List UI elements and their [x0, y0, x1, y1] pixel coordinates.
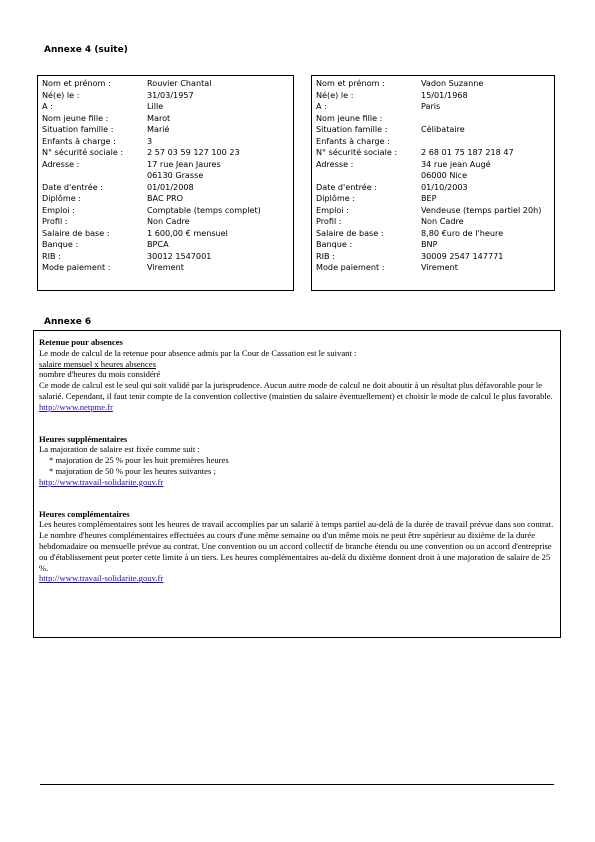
- field-row: [316, 136, 550, 148]
- field-label: Salaire de base :: [316, 227, 384, 238]
- field-label: A :: [42, 101, 53, 111]
- field-value: 2 57 03 59 127 100 23: [147, 147, 240, 157]
- field-label: Diplôme :: [42, 193, 81, 203]
- field-label: Nom et prénom :: [42, 78, 111, 88]
- absences-intro: Le mode de calcul de la retenue pour absence admis par la Cour de Cassation est le suivant :: [39, 347, 357, 358]
- field-value: 06000 Nice: [421, 170, 468, 180]
- field-value: 01/10/2003: [421, 181, 468, 192]
- absences-title: Retenue pour absences: [39, 337, 123, 347]
- absences-link[interactable]: http://www.netpme.fr: [39, 401, 113, 412]
- field-value: 31/03/1957: [147, 89, 194, 100]
- field-value: Non Cadre: [147, 216, 190, 226]
- field-row: [316, 205, 550, 217]
- field-label: Emploi :: [42, 204, 75, 215]
- field-value: Célibataire: [421, 124, 465, 134]
- field-label: Nom jeune fille :: [316, 112, 383, 123]
- employee-card-2: [311, 75, 555, 291]
- field-label: Enfants à charge :: [42, 135, 116, 146]
- field-label: Date d'entrée :: [316, 181, 377, 192]
- field-value: BNP: [421, 239, 438, 249]
- field-value: Paris: [421, 101, 441, 111]
- field-label: Emploi :: [316, 204, 349, 215]
- field-label: N° sécurité sociale :: [316, 147, 398, 157]
- field-row: [316, 159, 550, 171]
- field-row: [42, 113, 289, 125]
- field-label: Né(e) le :: [316, 89, 354, 100]
- field-row: [316, 182, 550, 194]
- field-label: Profil :: [42, 216, 68, 226]
- field-row: [42, 147, 289, 159]
- field-value: 2 68 01 75 187 218 47: [421, 147, 514, 157]
- field-row: [316, 78, 550, 90]
- annexe6-title: Annexe 6: [44, 317, 92, 327]
- field-row: [42, 170, 289, 182]
- field-row: [42, 193, 289, 205]
- field-value: BPCA: [147, 239, 169, 249]
- field-label: Mode paiement :: [316, 262, 385, 272]
- field-label: Date d'entrée :: [42, 181, 103, 192]
- field-row: [42, 216, 289, 228]
- field-value: Vendeuse (temps partiel 20h): [421, 204, 542, 215]
- field-label: Situation famille :: [42, 124, 114, 134]
- supplementaires-bullet-2: * majoration de 50 % pour les heures suivantes ;: [49, 465, 216, 476]
- field-label: Adresse :: [316, 158, 354, 169]
- field-row: [42, 136, 289, 148]
- field-row: [316, 113, 550, 125]
- field-value: 34 rue jean Augé: [421, 158, 491, 169]
- supplementaires-link[interactable]: http://www.travail-solidarite.gouv.fr: [39, 476, 164, 487]
- absences-body: Ce mode de calcul est le seul qui soit validé par la jurisprudence. Aucun autre mode de calcul ne doit aboutir à un résultat plus défavorable pour le salarié. Cependant, il faut tenir compte de la convention collective (maintien du salaire éventuellement) et choisir le mode de calcul le plus favorable.: [39, 380, 553, 401]
- field-value: 3: [147, 135, 153, 146]
- field-value: BAC PRO: [147, 193, 184, 203]
- field-row: [42, 124, 289, 136]
- field-value: Vadon Suzanne: [421, 78, 484, 88]
- supplementaires-bullet-1: * majoration de 25 % pour les huit premières heures: [49, 455, 229, 466]
- absences-formula-numerator: salaire mensuel x heures absences: [39, 358, 156, 369]
- field-row: [42, 182, 289, 194]
- employee-card-1-fields: [42, 78, 289, 274]
- field-value: BEP: [421, 193, 437, 203]
- field-row: [42, 228, 289, 240]
- field-label: Salaire de base :: [42, 227, 110, 238]
- employee-card-2-fields: [316, 78, 550, 274]
- field-row: [316, 101, 550, 113]
- field-row: [42, 205, 289, 217]
- field-label: Banque :: [42, 239, 79, 249]
- field-label: Profil :: [316, 216, 342, 226]
- field-label: Banque :: [316, 239, 353, 249]
- annexe4-title: Annexe 4 (suite): [44, 45, 128, 55]
- field-value: Rouvier Chantal: [147, 78, 212, 88]
- field-value: Virement: [421, 262, 458, 272]
- field-value: 30009 2547 147771: [421, 250, 504, 261]
- field-value: Virement: [147, 262, 184, 272]
- field-row: [316, 90, 550, 102]
- field-label: [316, 170, 421, 182]
- field-row: [42, 251, 289, 263]
- field-row: [42, 78, 289, 90]
- complementaires-link[interactable]: http://www.travail-solidarite.gouv.fr: [39, 573, 164, 584]
- field-label: Situation famille :: [316, 124, 388, 134]
- field-row: [316, 170, 550, 182]
- employee-card-1: [37, 75, 294, 291]
- field-label: Nom jeune fille :: [42, 112, 109, 123]
- field-value: 15/01/1968: [421, 89, 468, 100]
- field-value: [421, 113, 550, 125]
- field-value: Marié: [147, 124, 170, 134]
- field-label: Mode paiement :: [42, 262, 111, 272]
- field-row: [316, 216, 550, 228]
- field-label: [42, 170, 147, 182]
- field-value: Non Cadre: [421, 216, 464, 226]
- footer-divider: [40, 784, 554, 785]
- field-row: [42, 239, 289, 251]
- field-label: RIB :: [42, 250, 61, 261]
- field-row: [42, 262, 289, 274]
- field-value: Comptable (temps complet): [147, 204, 261, 215]
- field-label: Nom et prénom :: [316, 78, 385, 88]
- field-row: [42, 90, 289, 102]
- field-row: [316, 193, 550, 205]
- field-value: 30012 1547001: [147, 250, 212, 261]
- annexe6-box: [33, 330, 561, 638]
- field-label: N° sécurité sociale :: [42, 147, 124, 157]
- field-row: [316, 228, 550, 240]
- supplementaires-title: Heures supplémentaires: [39, 433, 128, 444]
- field-value: 1 600,00 € mensuel: [147, 227, 228, 238]
- field-label: Adresse :: [42, 158, 80, 169]
- field-value: 8,80 €uro de l'heure: [421, 227, 504, 238]
- field-label: Enfants à charge :: [316, 135, 390, 146]
- field-row: [316, 251, 550, 263]
- field-row: [42, 101, 289, 113]
- complementaires-para2: Le nombre d'heures complémentaires effectuées au cours d'une même semaine ou d'un même mois ne peut être supérieur au dixième de la durée hebdomadaire ou mensuelle prévue au contrat. Une convention ou un accord collectif de branche étendu ou une convention ou un accord d'entreprise ou d'établissement peut porter cette limite à un tiers. Les heures complémentaires au-delà du dixième donnent droit à une majoration de salaire de 25 %.: [39, 530, 552, 573]
- field-value: 01/01/2008: [147, 181, 194, 192]
- field-label: Né(e) le :: [42, 89, 80, 100]
- absences-formula-denominator: nombre d'heures du mois considéré: [39, 369, 161, 380]
- field-row: [316, 124, 550, 136]
- field-row: [316, 239, 550, 251]
- field-value: Lille: [147, 101, 164, 111]
- complementaires-title: Heures complémentaires: [39, 508, 130, 519]
- field-row: [42, 159, 289, 171]
- field-label: A :: [316, 101, 327, 111]
- supplementaires-intro: La majoration de salaire est fixée comme suit :: [39, 444, 200, 455]
- field-value: [421, 136, 550, 148]
- field-value: 06130 Grasse: [147, 170, 204, 180]
- field-row: [316, 147, 550, 159]
- field-value: Marot: [147, 112, 171, 123]
- field-value: 17 rue Jean Jaures: [147, 158, 221, 169]
- field-label: Diplôme :: [316, 193, 355, 203]
- field-label: RIB :: [316, 250, 335, 261]
- field-row: [316, 262, 550, 274]
- complementaires-para1: Les heures complémentaires sont les heures de travail accomplies par un salarié à temps partiel au-delà de la durée de travail prévue dans son contrat.: [39, 519, 554, 530]
